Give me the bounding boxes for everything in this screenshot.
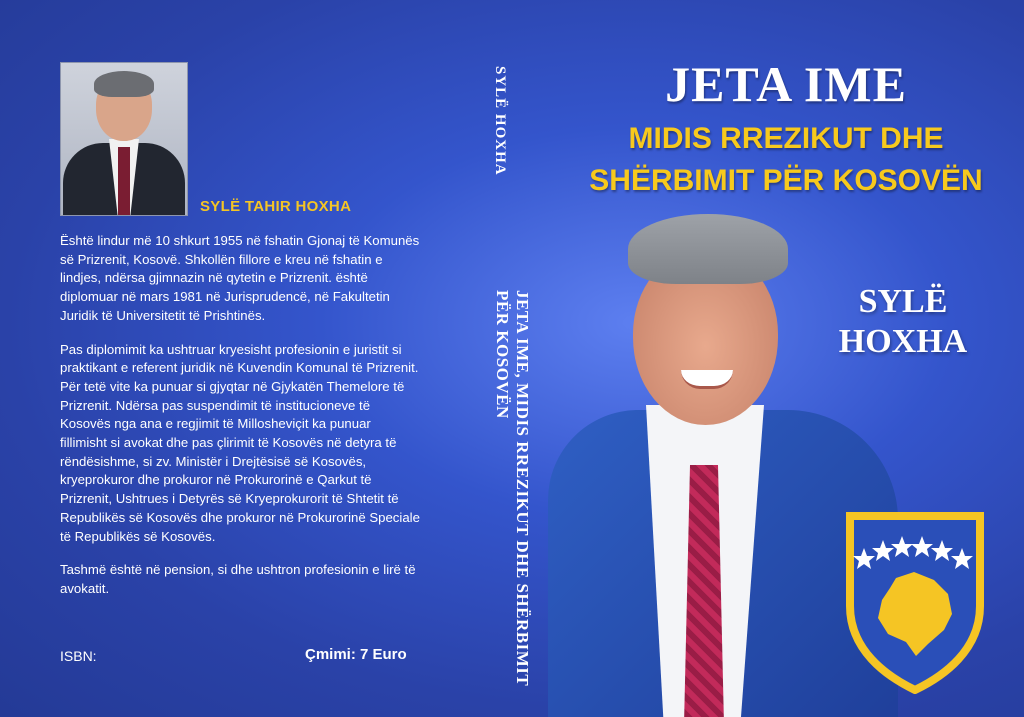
bio-paragraph-1: Është lindur më 10 shkurt 1955 në fshatin Gjonaj të Komunës së Prizrenit, Kosovë. Shkollën fillore e kreu në fshatin e lindjes, ndërsa gjimnazin në qytetin e Prizrenit. është diplomuar në mars 1981 në Jurisprudencë, në Fakultetin Juridik të Universitetit të Prishtinës. <box>60 233 420 323</box>
subtitle-line-2: SHËRBIMIT PËR KOSOVËN <box>589 164 983 197</box>
author-biography <box>60 232 420 614</box>
price-label: Çmimi: 7 Euro <box>305 646 407 663</box>
kosovo-coat-of-arms-icon <box>844 510 986 694</box>
author-photo <box>60 62 188 216</box>
back-cover <box>0 0 470 717</box>
front-cover <box>548 0 1024 717</box>
subtitle-line-1: MIDIS RREZIKUT DHE <box>628 122 944 155</box>
spine-title: JETA IME, MIDIS RREZIKUT DHE SHËRBIMIT PËR KOSOVËN <box>493 290 532 686</box>
isbn-label: ISBN: <box>60 648 97 664</box>
author-first-name: SYLË <box>858 283 948 320</box>
spine-author: SYLË HOXHA <box>492 66 508 176</box>
bio-paragraph-2: Pas diplomimit ka ushtruar kryesisht profesionin e juristit si praktikant e referent juridik në Kuvendin Komunal të Prizrenit. Për tetë vite ka punuar si gjyqtar në Gjykatën Themelore të Prizrenit. Ndërsa pas suspendimit të institucioneve të Kosovës nga ana e regjimit të Millosheviçit ka punuar fillimisht si avokat dhe pas çlirimit të Kosovës në detyra të rëndësishme, si zv. Ministër i Drejtësisë së Kosovës, kryeprokuror dhe prokuror në Prokurorinë e Qarkut të Prizrenit, Ushtrues i Detyrës së Kryeprokurorit të Shtetit të Republikës së Kosovës dhe prokuror në Prokurorinë Speciale të Republikës së Kosovës. <box>60 341 420 544</box>
bio-paragraph-3: Tashmë është në pension, si dhe ushtron profesionin e lirë të avokatit. <box>60 562 416 596</box>
book-spine <box>478 0 544 717</box>
author-last-name: HOXHA <box>838 323 968 360</box>
book-subtitle <box>548 118 1024 202</box>
front-author-name <box>798 282 1008 362</box>
book-title: JETA IME <box>665 56 907 112</box>
back-author-name: SYLË TAHIR HOXHA <box>200 198 352 215</box>
